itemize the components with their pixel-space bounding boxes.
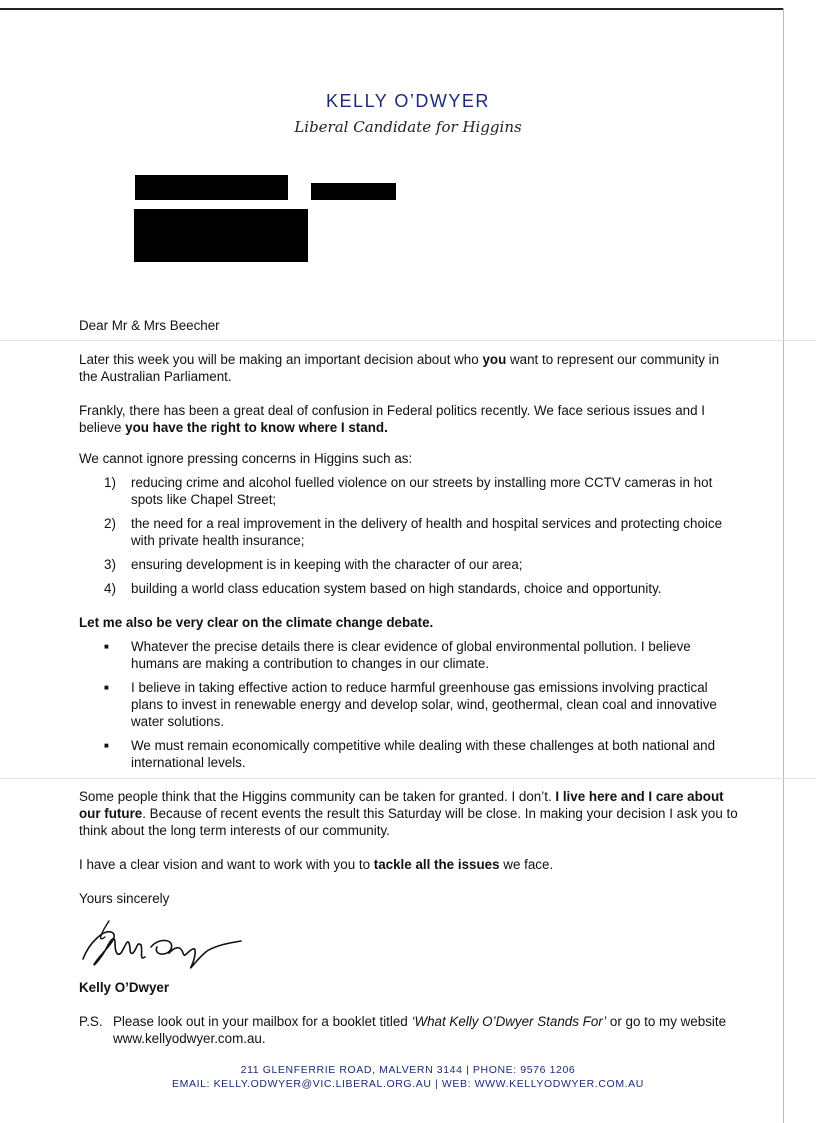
paragraph-confusion: Frankly, there has been a great deal of confusion in Federal politics recently. We face serious issues and I believe you have the right to know where I stand. bbox=[79, 403, 705, 435]
redacted-recipient-address bbox=[134, 209, 308, 262]
list-item: ■ Whatever the precise details there is clear evidence of global environmental pollution. I believe humans are making a contribution to changes in our climate. bbox=[104, 639, 691, 671]
list-item: ■ I believe in taking effective action to reduce harmful greenhouse gas emissions involving practical plans to invest in renewable energy and develop solar, wind, geothermal, clean coal and innovative water solutions. bbox=[104, 680, 717, 729]
paragraph-decision: Later this week you will be making an important decision about who you want to represent our community in the Australian Parliament. bbox=[79, 352, 720, 384]
closing: Yours sincerely bbox=[79, 891, 170, 906]
list-item: 2) the need for a real improvement in the delivery of health and hospital services and protecting choice with private health insurance; bbox=[104, 516, 723, 548]
salutation: Dear Mr & Mrs Beecher bbox=[79, 318, 220, 333]
signatory-name: Kelly O’Dwyer bbox=[79, 980, 170, 995]
bullet-icon: ■ bbox=[104, 683, 109, 692]
bullet-icon: ■ bbox=[104, 642, 109, 651]
list-item: ■ We must remain economically competitive while dealing with these challenges at both national and international levels. bbox=[104, 738, 716, 770]
letterhead bbox=[0, 90, 816, 138]
list-item: 4) building a world class education system based on high standards, choice and opportunity. bbox=[104, 581, 662, 596]
paragraph-community: Some people think that the Higgins community can be taken for granted. I don’t. I live here and I care about our future. Because of recent events the result this Saturday will be close. In making your decision I ask you to think about the long term interests of our community. bbox=[79, 789, 738, 838]
list-item: 3) ensuring development is in keeping with the character of our area; bbox=[104, 557, 523, 572]
paragraph-concerns-intro: We cannot ignore pressing concerns in Higgins such as: bbox=[79, 451, 413, 466]
bullet-icon: ■ bbox=[104, 741, 109, 750]
handwritten-signature bbox=[79, 913, 739, 977]
concerns-list bbox=[79, 474, 739, 597]
redacted-recipient-name bbox=[135, 175, 288, 200]
redacted-recipient-detail bbox=[311, 183, 396, 200]
footer-email-web: EMAIL: KELLY.ODWYER@VIC.LIBERAL.ORG.AU | WEB: WWW.KELLYODWYER.COM.AU bbox=[172, 1078, 644, 1090]
page-edge-top bbox=[0, 8, 784, 10]
climate-list bbox=[79, 638, 739, 771]
footer-address-phone: 211 GLENFERRIE ROAD, MALVERN 3144 | PHONE: 9576 1206 bbox=[240, 1064, 576, 1076]
paragraph-vision: I have a clear vision and want to work with you to tackle all the issues we face. bbox=[79, 857, 554, 872]
list-item: 1) reducing crime and alcohol fuelled violence on our streets by installing more CCTV cameras in hot spots like Chapel Street; bbox=[104, 475, 713, 507]
letterhead-name: KELLY O’DWYER bbox=[326, 91, 490, 111]
footer-contact bbox=[0, 1063, 816, 1091]
climate-heading: Let me also be very clear on the climate change debate. bbox=[79, 615, 434, 630]
letter-body bbox=[79, 317, 739, 1047]
letterhead-subtitle: Liberal Candidate for Higgins bbox=[294, 118, 522, 136]
page-edge-right bbox=[783, 8, 784, 1123]
postscript: P.S. Please look out in your mailbox for a booklet titled ‘What Kelly O’Dwyer Stands For’ or go to my website www.kellyodwyer.com.au. bbox=[79, 1014, 727, 1046]
